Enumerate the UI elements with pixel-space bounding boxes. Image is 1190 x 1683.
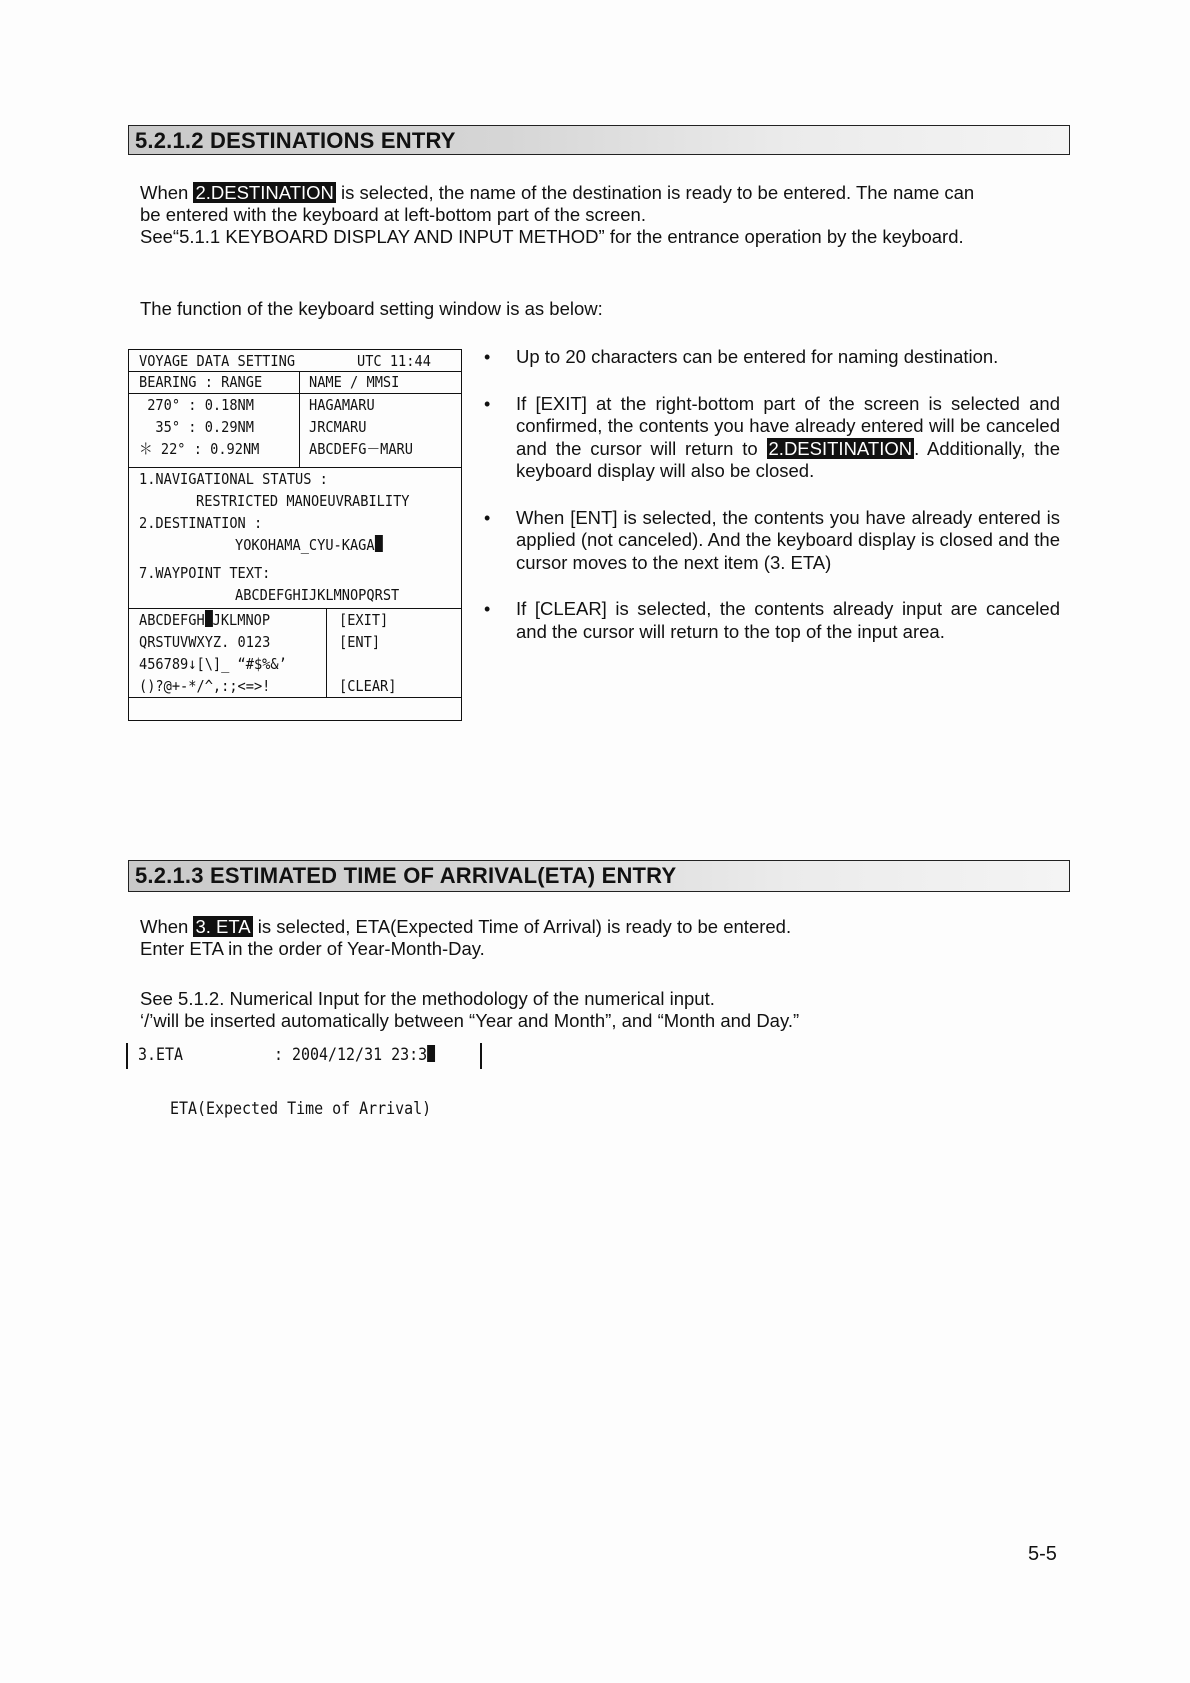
keyboard-row-4[interactable]: ()?@+-*/^,:;<=>! — [139, 677, 271, 695]
bullet-item: • If [CLEAR] is selected, the contents already input are canceled and the cursor will return to the top of the input area. — [484, 598, 1060, 643]
intro-text: is selected, the name of the destination is ready to be entered. The name can — [341, 182, 975, 203]
target-row-bearing: 35° : 0.29NM — [139, 418, 254, 436]
intro-text: be entered with the keyboard at left-bottom part of the screen. — [140, 204, 646, 225]
text-cursor — [427, 1045, 435, 1062]
waypoint-value: ABCDEFGHIJKLMNOPQRST — [235, 586, 400, 604]
utc-time: UTC 11:44 — [357, 352, 431, 370]
eta-method-paragraph — [140, 988, 1080, 1032]
keyboard-intro: The function of the keyboard setting window is as below: — [140, 298, 603, 319]
eta-text: Enter ETA in the order of Year-Month-Day. — [140, 938, 485, 959]
text-cursor — [375, 535, 383, 552]
keyboard-row-3[interactable]: 456789↓[\]_ “#$%&’ — [139, 655, 287, 673]
eta-field-label: 3.ETA — [138, 1045, 184, 1065]
destination-highlight: 2.DESTINATION — [195, 182, 334, 203]
field-left-bar — [126, 1043, 128, 1069]
nav-status-label: 1.NAVIGATIONAL STATUS : — [139, 470, 328, 488]
target-row-name: JRCMARU — [309, 418, 367, 436]
ent-button[interactable]: [ENT] — [339, 633, 381, 651]
target-row-name: ABCDEFG－MARU — [309, 440, 413, 458]
page-number: 5-5 — [1028, 1543, 1057, 1565]
field-right-bar — [480, 1043, 482, 1069]
exit-button[interactable]: [EXIT] — [339, 611, 389, 629]
keyboard-row-1[interactable]: ABCDEFGH JKLMNOP — [139, 611, 271, 629]
bullet-item: • When [ENT] is selected, the contents you have already entered is applied (not canceled). And the keyboard display is closed and the cursor moves to the next item (3. ETA) — [484, 507, 1060, 575]
bearing-range-header: BEARING : RANGE — [139, 373, 263, 391]
voyage-data-setting-panel — [128, 349, 462, 721]
section-title: 5.2.1.2 DESTINATIONS ENTRY — [135, 128, 456, 153]
target-row-name: HAGAMARU — [309, 396, 375, 414]
eta-caption: ETA(Expected Time of Arrival) — [170, 1099, 432, 1119]
destination-highlight: 2.DESITINATION — [768, 437, 913, 459]
eta-text: ‘/’will be inserted automatically between “Year and Month”, and “Month and Day.” — [140, 1010, 800, 1031]
clear-button[interactable]: [CLEAR] — [339, 677, 397, 695]
destination-label: 2.DESTINATION : — [139, 514, 263, 532]
section-title: 5.2.1.3 ESTIMATED TIME OF ARRIVAL(ETA) ENTRY — [135, 863, 677, 888]
intro-text: When — [140, 182, 189, 203]
eta-text: See 5.1.2. Numerical Input for the methodology of the numerical input. — [140, 988, 715, 1009]
panel-title: VOYAGE DATA SETTING — [139, 352, 296, 370]
section-header-eta — [128, 860, 1070, 892]
nav-status-value: RESTRICTED MANOEUVRABILITY — [196, 492, 410, 510]
function-description-list — [484, 346, 1060, 667]
section-header-destinations — [128, 125, 1070, 155]
eta-field-value[interactable]: : 2004/12/31 23:3 — [274, 1045, 435, 1065]
name-mmsi-header: NAME / MMSI — [309, 373, 400, 391]
waypoint-label: 7.WAYPOINT TEXT: — [139, 564, 271, 582]
intro-text: See“5.1.1 KEYBOARD DISPLAY AND INPUT METHOD” for the entrance operation by the keyboard. — [140, 226, 964, 247]
bullet-item: • Up to 20 characters can be entered for naming destination. — [484, 346, 1060, 369]
bullet-item: • If [EXIT] at the right-bottom part of the screen is selected and confirmed, the contents you have already entered will be canceled and the cursor will return to 2.DESITINATION . Additionally, the keyboard display will also be closed. — [484, 393, 1060, 483]
destination-value: YOKOHAMA_CYU-KAGA — [235, 535, 383, 555]
target-row-bearing: ＊ 22° : 0.92NM — [139, 440, 260, 458]
intro-paragraph — [140, 182, 1080, 248]
eta-intro-paragraph: When 3. ETA is selected, ETA(Expected Time of Arrival) is ready to be entered. Enter ETA in the order of Year-Month-Day. — [140, 916, 1080, 960]
key-cursor — [205, 610, 213, 627]
target-row-bearing: 270° : 0.18NM — [139, 396, 254, 414]
eta-highlight: 3. ETA — [195, 916, 251, 937]
keyboard-row-2[interactable]: QRSTUVWXYZ. 0123 — [139, 633, 271, 651]
